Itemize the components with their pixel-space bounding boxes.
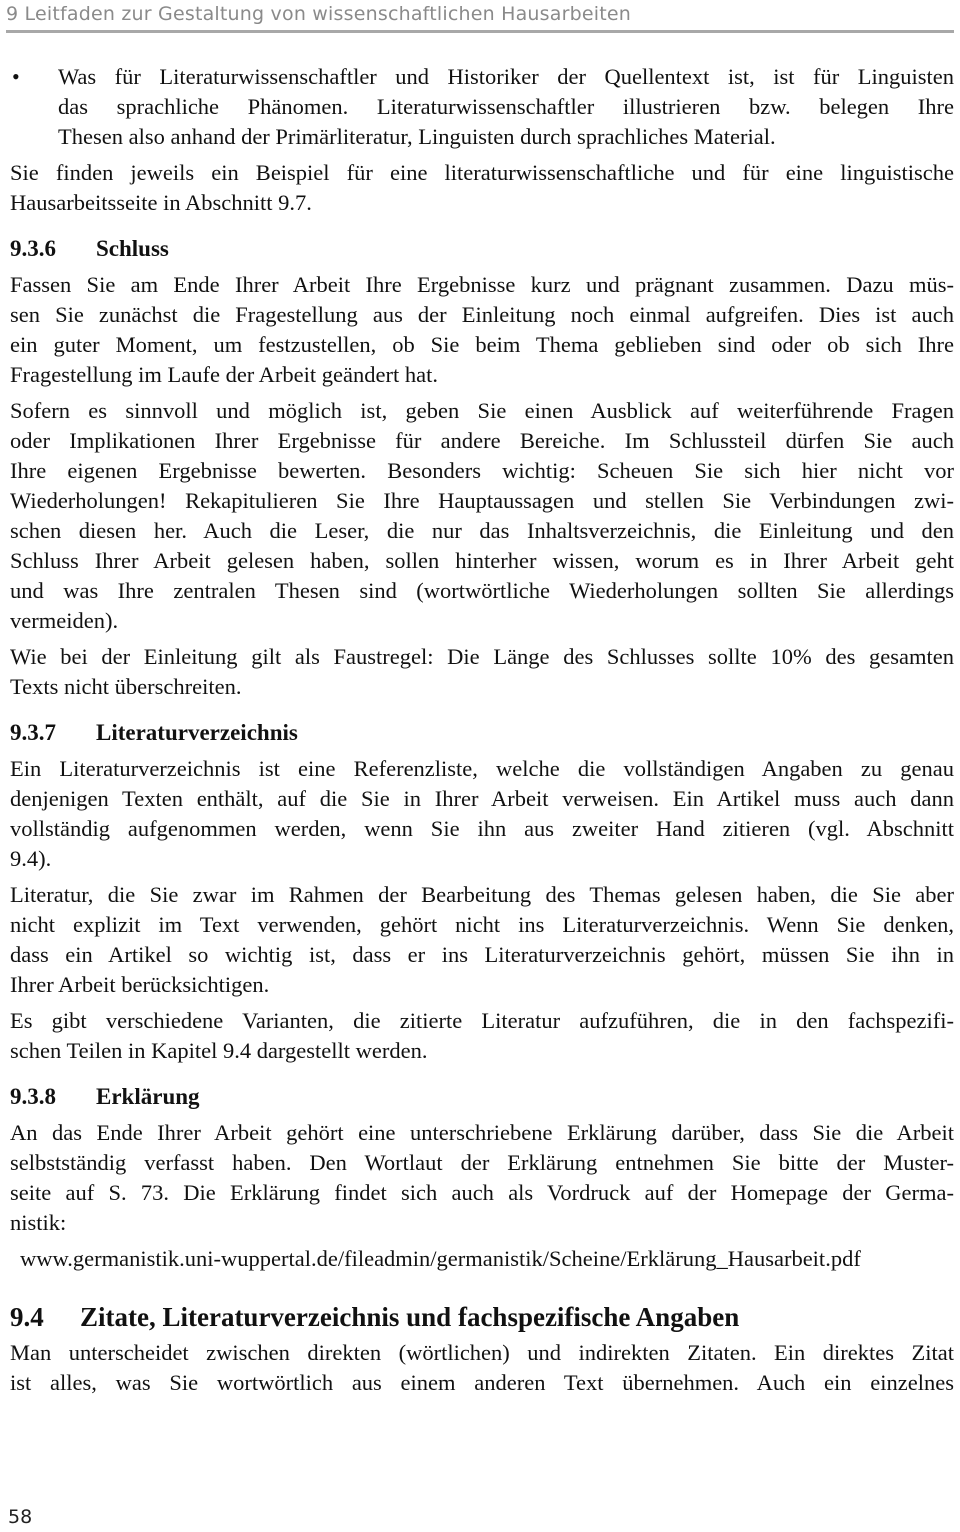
- text-line: schen Teilen in Kapitel 9.4 dargestellt werden.: [10, 1038, 428, 1063]
- text-line: Literatur, die Sie zwar im Rahmen der Bearbeitung des Themas gelesen haben, die Sie aber: [10, 882, 954, 907]
- section-title: Zitate, Literaturverzeichnis und fachspezifische Angaben: [80, 1302, 740, 1332]
- page-content: [10, 62, 954, 1404]
- text-line: das sprachliche Phänomen. Literaturwissenschaftler illustrieren bzw. belegen Ihre: [58, 94, 954, 119]
- running-header: 9 Leitfaden zur Gestaltung von wissenschaftlichen Hausarbeiten: [6, 3, 632, 25]
- text-line: nistik:: [10, 1210, 67, 1235]
- text-line: Wie bei der Einleitung gilt als Faustregel: Die Länge des Schlusses sollte 10% des gesamten: [10, 644, 954, 669]
- text-line: Ihrer Arbeit berücksichtigen.: [10, 972, 270, 997]
- text-line: www.germanistik.uni-wuppertal.de/fileadmin/germanistik/Scheine/Erklärung_Hausarbeit.pdf: [20, 1246, 861, 1271]
- text-line: Sofern es sinnvoll und möglich ist, geben Sie einen Ausblick auf weiterführende Fragen: [10, 398, 954, 423]
- text-line: 9.4).: [10, 846, 52, 871]
- text-line: seite auf S. 73. Die Erklärung findet sich auch als Vordruck auf der Homepage der Germa-: [10, 1180, 954, 1205]
- header-divider: [6, 30, 954, 33]
- text-line: schen diesen her. Auch die Leser, die nur das Inhaltsverzeichnis, die Einleitung und den: [10, 518, 954, 543]
- text-line: Thesen also anhand der Primärliteratur, Linguisten durch sprachliches Material.: [58, 124, 776, 149]
- section-heading: [10, 718, 954, 748]
- paragraph: [10, 1006, 954, 1066]
- text-line: Schluss Ihrer Arbeit gelesen haben, sollen hinterher wissen, worum es in Ihrer Arbeit geht: [10, 548, 954, 573]
- section-number: 9.4: [10, 1302, 44, 1332]
- section-title: Erklärung: [96, 1084, 200, 1109]
- text-line: ein guter Moment, um festzustellen, ob Sie beim Thema geblieben sind oder ob sich Ihre: [10, 332, 954, 357]
- text-line: Fassen Sie am Ende Ihrer Arbeit Ihre Ergebnisse kurz und prägnant zusammen. Dazu müs-: [10, 272, 954, 297]
- section-heading: [10, 234, 954, 264]
- section-number: 9.3.8: [10, 1084, 56, 1109]
- text-line: nicht explizit im Text verwenden, gehört nicht ins Literaturverzeichnis. Wenn Sie denken,: [10, 912, 954, 937]
- bullet-icon: •: [12, 64, 20, 89]
- section-title: Schluss: [96, 236, 169, 261]
- text-line: Man unterscheidet zwischen direkten (wörtlichen) und indirekten Zitaten. Ein direktes Zitat: [10, 1340, 954, 1365]
- text-line: Es gibt verschiedene Varianten, die zitierte Literatur aufzuführen, die in den fachspezifi-: [10, 1008, 954, 1033]
- paragraph: [10, 880, 954, 1000]
- paragraph: [10, 396, 954, 636]
- text-line: vollständig aufgenommen werden, wenn Sie ihn aus zweiter Hand zitieren (vgl. Abschnitt: [10, 816, 954, 841]
- paragraph: [10, 1338, 954, 1398]
- paragraph: [10, 1118, 954, 1238]
- text-line: Was für Literaturwissenschaftler und Historiker der Quellentext ist, ist für Linguisten: [58, 64, 954, 89]
- url-text: [10, 1244, 954, 1274]
- paragraph: [10, 158, 954, 218]
- text-line: vermeiden).: [10, 608, 119, 633]
- section-heading: [10, 1082, 954, 1112]
- text-line: selbstständig verfasst haben. Den Wortlaut der Erklärung entnehmen Sie bitte der Muster-: [10, 1150, 954, 1175]
- text-line: Hausarbeitsseite in Abschnitt 9.7.: [10, 190, 312, 215]
- section-number: 9.3.7: [10, 720, 56, 745]
- page-number: 58: [8, 1506, 33, 1528]
- text-line: dass ein Artikel so wichtig ist, dass er ins Literaturverzeichnis gehört, müssen Sie ihn in: [10, 942, 954, 967]
- text-line: Texts nicht überschreiten.: [10, 674, 242, 699]
- text-line: Fragestellung im Laufe der Arbeit geändert hat.: [10, 362, 438, 387]
- text-line: Ein Literaturverzeichnis ist eine Referenzliste, welche die vollständigen Angaben zu genau: [10, 756, 954, 781]
- paragraph: [10, 270, 954, 390]
- text-line: ist alles, was Sie wortwörtlich aus einem anderen Text übernehmen. Auch ein einzelnes: [10, 1370, 954, 1395]
- section-heading: [10, 1300, 954, 1334]
- paragraph: [10, 642, 954, 702]
- text-line: An das Ende Ihrer Arbeit gehört eine unterschriebene Erklärung darüber, dass Sie die Arbeit: [10, 1120, 954, 1145]
- bullet-item: [10, 62, 954, 152]
- paragraph: [10, 754, 954, 874]
- text-line: Sie finden jeweils ein Beispiel für eine literaturwissenschaftliche und für eine linguistische: [10, 160, 954, 185]
- text-line: oder Implikationen Ihrer Ergebnisse für andere Bereiche. Im Schlussteil dürfen Sie auch: [10, 428, 954, 453]
- text-line: sen Sie zunächst die Fragestellung aus der Einleitung noch einmal aufgreifen. Dies ist auch: [10, 302, 954, 327]
- section-number: 9.3.6: [10, 236, 56, 261]
- text-line: Ihre eigenen Ergebnisse bewerten. Besonders wichtig: Scheuen Sie sich hier nicht vor: [10, 458, 954, 483]
- text-line: Wiederholungen! Rekapitulieren Sie Ihre Hauptaussagen und stellen Sie Verbindungen zwi-: [10, 488, 954, 513]
- text-line: denjenigen Texten enthält, auf die Sie in Ihrer Arbeit verweisen. Ein Artikel muss auch dann: [10, 786, 954, 811]
- text-line: und was Ihre zentralen Thesen sind (wortwörtliche Wiederholungen sollten Sie allerdings: [10, 578, 954, 603]
- section-title: Literaturverzeichnis: [96, 720, 298, 745]
